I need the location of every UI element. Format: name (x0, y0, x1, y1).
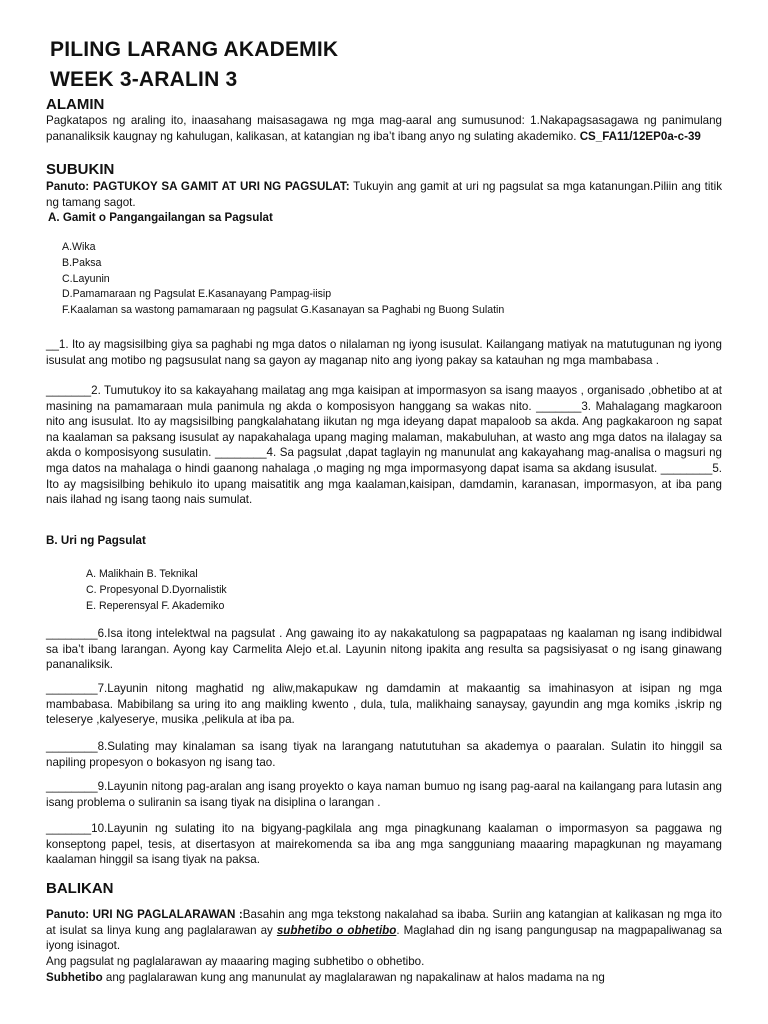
option-item: F.Kaalaman sa wastong pamamaraan ng pagsulat G.Kasanayan sa Paghabi ng Buong Sulatin (62, 304, 505, 317)
part-a-options (62, 240, 504, 319)
panuto-text: Basahin ang mga tekstong nakalahad sa ibaba. Suriin ang katangian at kalikasan ng mga ito at isulat sa linya kung ang paglalarawan ay (46, 908, 722, 937)
alamin-text: Pagkatapos ng araling ito, inaasahang maisasagawa ng mga mag-aaral ang sumusunod: 1.Nakapagsasagawa ng panimulang pananaliksik kaugnay ng kahulugan, kalikasan, at katangian ng iba’t ibang anyo ng sulating akademiko. (46, 114, 722, 143)
question-10: _______10.Layunin ng sulating ito na bigyang-pagkilala ang mga pinagkunang kaalaman o impormasyon sa paggawa ng konseptong papel, tesis, at disertasyon at mairekomenda sa iba ang mga sangguniang maaaring mapagkunan ng mayamang kaalaman hinggil sa isang tiyak na paksa. (46, 822, 722, 867)
panuto-text: Tukuyin ang gamit at uri ng pagsulat sa mga katanungan.Piliin ang titik ng tamang sagot. (46, 180, 722, 209)
subhetibo-label: Subhetibo (46, 971, 103, 984)
panuto-label: Panuto: URI NG PAGLALARAWAN : (46, 908, 243, 921)
subhetibo-paragraph (46, 970, 722, 986)
option-item: C.Layunin (62, 272, 110, 285)
option-item: A.Wika (62, 241, 96, 253)
question-8: ________8.Sulating may kinalaman sa isang tiyak na larangang natututuhan sa akademya o paaralan. Sulatin ito hinggil sa napiling propesyon o bokasyon ng isang tao. (46, 740, 722, 769)
document-subtitle: WEEK 3-ARALIN 3 (50, 68, 238, 91)
subhetibo-text: ang paglalarawan kung ang manunulat ay maglalarawan ng napakalinaw at halos madama na ng (102, 971, 605, 984)
emphasis-text: subhetibo o obhetibo (276, 923, 397, 937)
question-7: ________7.Layunin nitong maghatid ng aliw,makapukaw ng damdamin at makaantig sa imahinasyon at isipan ng mga mambabasa. Mabibilang sa uring ito ang maikling kwento , dula, tula, malikhaing sanaysay, gayundin ang mga komiks ,iskrip ng teleserye ,kalyeserye, musika ,pelikula at iba pa. (46, 682, 722, 727)
option-item: C. Propesyonal D.Dyornalistik (86, 583, 227, 596)
part-a-title: A. Gamit o Pangangailangan sa Pagsulat (48, 211, 273, 224)
question-9: ________9.Layunin nitong pag-aralan ang isang proyekto o kaya naman bumuo ng isang pag-aaral na kailangang para lutasin ang isang problema o suliranin sa isang tiyak na disiplina o larangan . (46, 780, 722, 809)
option-item: E. Reperensyal F. Akademiko (86, 599, 225, 612)
option-item: D.Pamamaraan ng Pagsulat E.Kasanayang Pampag-iisip (62, 288, 332, 301)
section-heading-subukin: SUBUKIN (46, 161, 115, 178)
subukin-instructions (46, 179, 722, 210)
panuto-label: Panuto: PAGTUKOY SA GAMIT AT URI NG PAGSULAT: (46, 180, 350, 193)
part-b-options (86, 567, 227, 614)
question-1: __1. Ito ay magsisilbing giya sa paghabi ng mga datos o nilalaman ng iyong isusulat. Kailangang matiyak na matutugunan ng iyong isusulat ang motibo ng pagsusulat nang sa gayon ay maganap nito ang iyong pakay sa katauhan ng mga mambabasa . (46, 338, 722, 367)
balikan-instructions (46, 907, 722, 954)
section-heading-balikan: BALIKAN (46, 880, 114, 897)
panuto-text: . Maglahad din ng isang pangungusap na magpapaliwanag sa iyong isinagot. (46, 923, 722, 953)
section-heading-alamin: ALAMIN (46, 96, 105, 113)
option-item: B.Paksa (62, 256, 102, 269)
alamin-paragraph (46, 113, 722, 144)
document-title: PILING LARANG AKADEMIK (50, 38, 339, 61)
option-item: A. Malikhain B. Teknikal (86, 568, 198, 580)
questions-2-5: _______2. Tumutukoy ito sa kakayahang mailatag ang mga kaisipan at impormasyon sa isang maayos , organisado ,obhetibo at at masining na pamamaraan mula panimula ng akda o komposisyon hanggang sa wakas nito. _______3. Mahalagang magkaroon nito ang isusulat. Ito ay magsisilbing pangkalahatang iikutan ng mga ideyang dapat mapaloob sa akda. Ang pagkakaroon ng sapat na kaalaman sa paksang isusulat ay napakahalaga upang maging malaman, makabuluhan, at wasto ang mga datos na ilalagay sa akda o komposisyong susulatin. ________4. Sa pagsulat ,dapat taglayin ng manunulat ang kakayahang mag-analisa o magsuri ng mga datos na mahalaga o hindi gaanong nahalaga ,o maging ng mga impormasyong dapat isama sa akdang isusulat. ________5. Ito ay magsisilbing behikulo ito upang maisatitik ang mga kaalaman,kaisipan, damdamin, karanasan, impormasyon, at iba pang nais ilahad ng isang taong nais sumulat. (46, 384, 722, 507)
balikan-line: Ang pagsulat ng paglalarawan ay maaaring maging subhetibo o obhetibo. (46, 955, 425, 968)
part-b-title: B. Uri ng Pagsulat (46, 534, 146, 547)
question-6: ________6.Isa itong intelektwal na pagsulat . Ang gawaing ito ay nakakatulong sa pagpapataas ng kaalaman ng isang indibidwal sa iba’t ibang larangan. Ayong kay Carmelita Alejo et.al. Layunin nitong ipakita ang resulta sa pagsisiyasat o ng isang ginawang pananaliksik. (46, 627, 722, 672)
competency-code: CS_FA11/12EP0a-c-39 (579, 129, 701, 143)
